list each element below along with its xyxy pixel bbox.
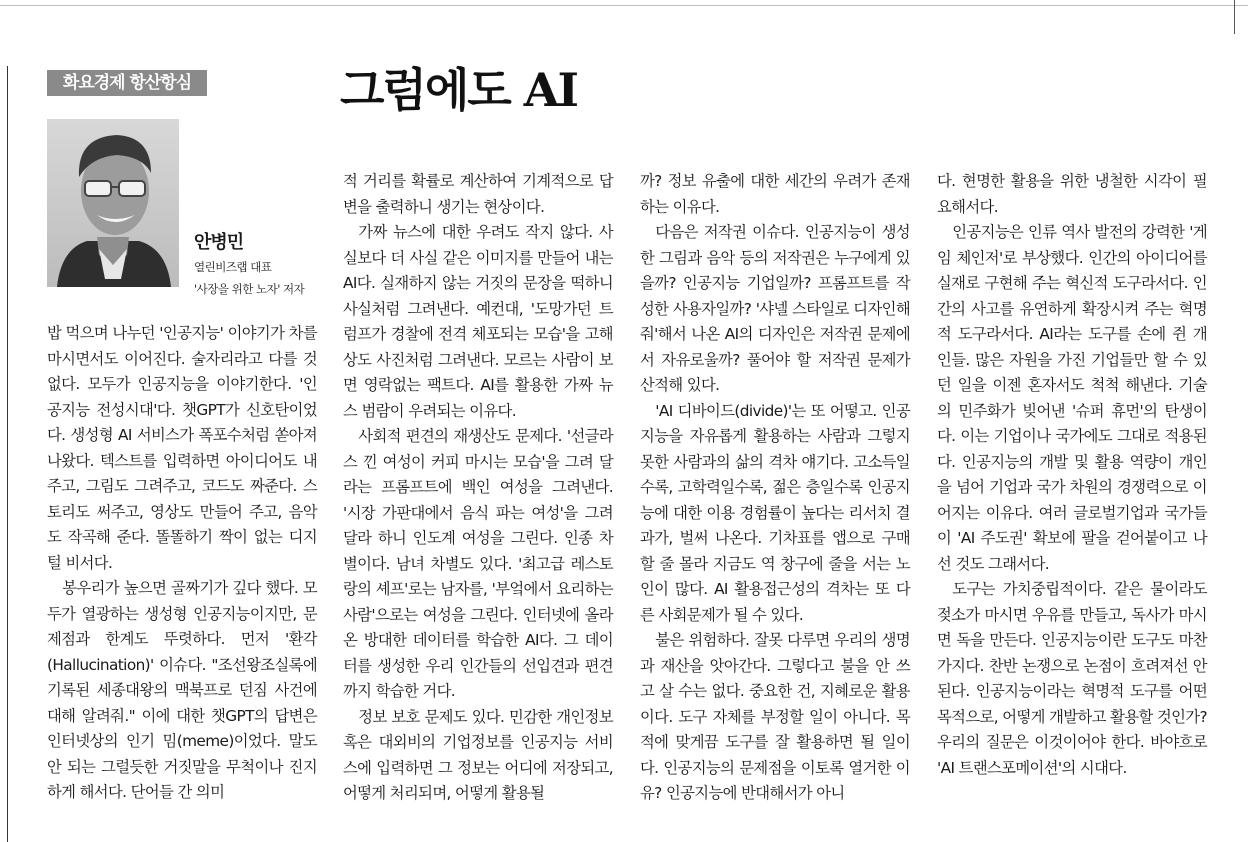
paragraph: 밥 먹으며 나누던 '인공지능' 이야기가 차를 마시면서도 이어진다. 술자리라고 다를 것 없다. 모두가 인공지능을 이야기한다. '인공지능 전성시대'다. 챗GPT가 신호탄이었다. 생성형 AI 서비스가 폭포수처럼 쏟아져 나왔다. 텍스트를 입력하면 아이디어도 내주고, 그림도 그려주고, 코드도 짜준다. 스토리도 써주고, 영상도 만들어 주고, 음악도 작곡해 준다. 똘똘하기 짝이 없는 디지털 비서다. [47, 324, 317, 572]
author-portrait-image [47, 119, 179, 287]
paragraph: 사회적 편견의 재생산도 문제다. '선글라스 낀 여성이 커피 마시는 모습'을 그려 달라는 프롬프트에 백인 여성을 그려낸다. '시장 가판대에서 음식 파는 여성'을 그려 달라 하니 인도계 여성을 그린다. 인종 차별이다. 남녀 차별도 있다. '최고급 레스토랑의 셰프'로는 남자를, '부엌에서 요리하는 사람'으로는 여성을 그린다. 인터넷에 올라온 방대한 데이터를 학습한 AI다. 그 데이터를 생성한 우리 인간들의 선입견과 편견까지 학습한 거다. [343, 427, 613, 700]
series-tag: 화요경제 항산항심 [47, 70, 207, 96]
top-rule [0, 5, 1248, 6]
paragraph: 정보 보호 문제도 있다. 민감한 개인정보 혹은 대외비의 기업정보를 인공지능 서비스에 입력하면 그 정보는 어디에 저장되고, 어떻게 처리되며, 어떻게 활용될 [343, 707, 613, 802]
left-column-rule [7, 66, 8, 842]
headline: 그럼에도 AI [340, 63, 577, 117]
article-column-1 [47, 321, 317, 806]
paragraph: 봉우리가 높으면 골짜기가 깊다 했다. 모두가 열광하는 생성형 인공지능이지만, 문제점과 한계도 뚜렷하다. 먼저 '환각(Hallucination)' 이슈다. "조선왕조실록에 기록된 세종대왕의 맥북프로 던짐 사건에 대해 알려줘." 이에 대한 챗GPT의 답변은 인터넷상의 인기 밈(meme)이었다. 말도 안 되는 그럴듯한 거짓말을 무척이나 진지하게 해서다. 단어들 간 의미 [47, 579, 317, 801]
paragraph: 'AI 디바이드(divide)'는 또 어떻고. 인공지능을 자유롭게 활용하는 사람과 그렇지 못한 사람과의 삶의 격차 얘기다. 고소득일수록, 고학력일수록, 젊은 층일수록 인공지능에 대한 이용 경험률이 높다는 리서치 결과가, 벌써 나온다. 기차표를 앱으로 구매할 줄 몰라 지금도 역 창구에 줄을 서는 노인이 많다. AI 활용접근성의 격차는 또 다른 사회문제가 될 수 있다. [640, 401, 910, 624]
right-edge-rule [1234, 0, 1235, 34]
author-book: '사장을 위한 노자' 저자 [194, 282, 305, 296]
article-column-2 [343, 169, 613, 807]
paragraph: 까? 정보 유출에 대한 세간의 우려가 존재하는 이유다. [640, 172, 910, 216]
paragraph: 다음은 저작권 이슈다. 인공지능이 생성한 그림과 음악 등의 저작권은 누구에게 있을까? 인공지능 기업일까? 프롬프트를 작성한 사용자일까? '샤넬 스타일로 디자인해 줘'해서 나온 AI의 디자인은 저작권 문제에서 자유로울까? 풀어야 할 저작권 문제가 산적해 있다. [640, 223, 910, 394]
paragraph: 인공지능은 인류 역사 발전의 강력한 '게임 체인저'로 부상했다. 인간의 아이디어를 실재로 구현해 주는 혁신적 도구라서다. 인간의 사고를 유연하게 확장시켜 주는 혁명적 도구라서다. AI라는 도구를 손에 쥔 개인들. 많은 자원을 가진 기업들만 할 수 있던 일을 이젠 혼자서도 척척 해낸다. 기술의 민주화가 빚어낸 '슈퍼 휴먼'의 탄생이다. 이는 기업이나 국가에도 그대로 적용된다. 인공지능의 개발 및 활용 역량이 개인을 넘어 기업과 국가 차원의 경쟁력으로 이어지는 이유다. 여러 글로벌기업과 국가들이 'AI 주도권' 확보에 팔을 걷어붙이고 나선 것도 그래서다. [937, 223, 1207, 573]
paragraph: 도구는 가치중립적이다. 같은 물이라도 젖소가 마시면 우유를 만들고, 독사가 마시면 독을 만든다. 인공지능이란 도구도 마찬가지다. 찬반 논쟁으로 논점이 흐려져선 안 된다. 인공지능이라는 혁명적 도구를 어떤 목적으로, 어떻게 개발하고 활용할 것인가? 우리의 질문은 이것이어야 한다. 바야흐로 'AI 트랜스포메이션'의 시대다. [937, 580, 1207, 777]
author-name: 안병민 [194, 232, 244, 253]
paragraph: 가짜 뉴스에 대한 우려도 작지 않다. 사실보다 더 사실 같은 이미지를 만들어 내는 AI다. 실재하지 않는 거짓의 문장을 떡하니 사실처럼 그려낸다. 예컨대, '도망가던 트럼프가 경찰에 전격 체포되는 모습'을 고해상도 사진처럼 그려낸다. 모르는 사람이 보면 영락없는 팩트다. AI를 활용한 가짜 뉴스 범람이 우려되는 이유다. [343, 223, 613, 420]
article-column-3 [640, 169, 910, 807]
paragraph: 다. 현명한 활용을 위한 냉철한 시각이 필요해서다. [937, 172, 1207, 216]
paragraph: 적 거리를 확률로 계산하여 기계적으로 답변을 출력하니 생기는 현상이다. [343, 172, 613, 216]
author-title: 열린비즈랩 대표 [194, 260, 272, 274]
author-photo [47, 119, 179, 287]
article-column-4 [937, 169, 1207, 781]
paragraph: 불은 위험하다. 잘못 다루면 우리의 생명과 재산을 앗아간다. 그렇다고 불을 안 쓰고 살 수는 없다. 중요한 건, 지혜로운 활용이다. 도구 자체를 부정할 일이 아니다. 목적에 맞게끔 도구를 잘 활용하면 될 일이다. 인공지능의 문제점을 이토록 열거한 이유? 인공지능에 반대해서가 아니 [640, 631, 910, 802]
